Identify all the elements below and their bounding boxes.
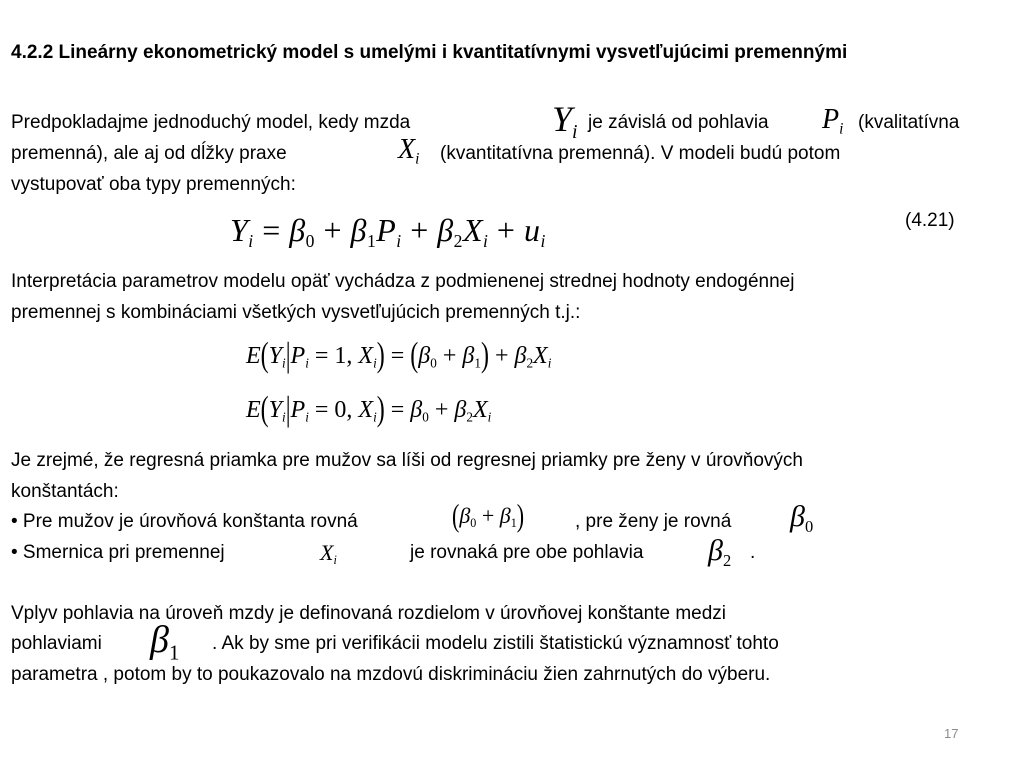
p4-line3: parametra , potom by to poukazovalo na mzdovú diskrimináciu žien zahrnutých do výberu. xyxy=(11,664,771,685)
bullet2-b: je rovnaká pre obe pohlavia xyxy=(410,542,644,563)
formula-Xi-inline: $X_i$ xyxy=(398,134,420,168)
p3-line2: konštantách: xyxy=(11,481,119,502)
p1-line1-b: je závislá od pohlavia xyxy=(588,112,769,133)
formula-Pi-inline: $P_i$ xyxy=(822,104,844,138)
p4-line2-a: pohlaviami xyxy=(11,633,102,654)
p1-line3: vystupovať oba typy premenných: xyxy=(11,174,296,195)
bullet1-b: , pre ženy je rovná xyxy=(575,511,732,532)
p2-line1: Interpretácia parametrov modelu opäť vychádza z podmienenej strednej hodnoty endogénnej xyxy=(11,271,795,292)
p1-line1-c: (kvalitatívna xyxy=(858,112,960,133)
formula-Yi-inline: $Y_i$ xyxy=(552,99,578,143)
equation-expectation-men: $E(Y_i|P_i = 1$, $X_i) = (\beta_0 + \beta_1) + \beta_2X_i$ xyxy=(246,336,552,375)
formula-beta0: $\beta_0$ xyxy=(790,500,814,536)
section-heading: 4.2.2 Lineárny ekonometrický model s umelými i kvantitatívnymi vysvetľujúcimi premennými xyxy=(11,42,848,63)
p1-line2-d: premenná), ale aj od dĺžky praxe xyxy=(11,143,287,164)
formula-beta1: $\beta_1$ xyxy=(150,619,180,665)
formula-Xi-bullet: $X_i$ xyxy=(320,540,337,568)
equation-4-21: $Y_i = \beta_0 + \beta_1P_i + \beta_2X_i + u_i$ xyxy=(230,212,546,252)
equation-number: (4.21) xyxy=(905,210,955,231)
page-number: 17 xyxy=(944,726,959,741)
p4-line1: Vplyv pohlavia na úroveň mzdy je definovaná rozdielom v úrovňovej konštante medzi xyxy=(11,603,727,624)
equation-expectation-women: $E(Y_i|P_i = 0$, $X_i) = \beta_0 + \beta_2X_i$ xyxy=(246,390,492,429)
p2-line2: premennej s kombináciami všetkých vysvetľujúcich premenných t.j.: xyxy=(11,302,581,323)
p3-line1: Je zrejmé, že regresná priamka pre mužov sa líši od regresnej priamky pre ženy v úrovňových xyxy=(11,450,803,471)
p4-line2-b: . Ak by sme pri verifikácii modelu zistili štatistickú významnosť tohto xyxy=(212,633,779,654)
p1-line1-a: Predpokladajme jednoduchý model, kedy mzda xyxy=(11,112,411,133)
bullet2-a: • Smernica pri premennej xyxy=(11,542,225,563)
bullet2-c: . xyxy=(750,542,756,563)
formula-beta0-plus-beta1: $(\beta_0 + \beta_1)$ xyxy=(452,497,525,534)
bullet1-a: • Pre mužov je úrovňová konštanta rovná xyxy=(11,511,358,532)
p1-line2-e: (kvantitatívna premenná). V modeli budú potom xyxy=(440,143,841,164)
formula-beta2: $\beta_2$ xyxy=(708,534,732,570)
